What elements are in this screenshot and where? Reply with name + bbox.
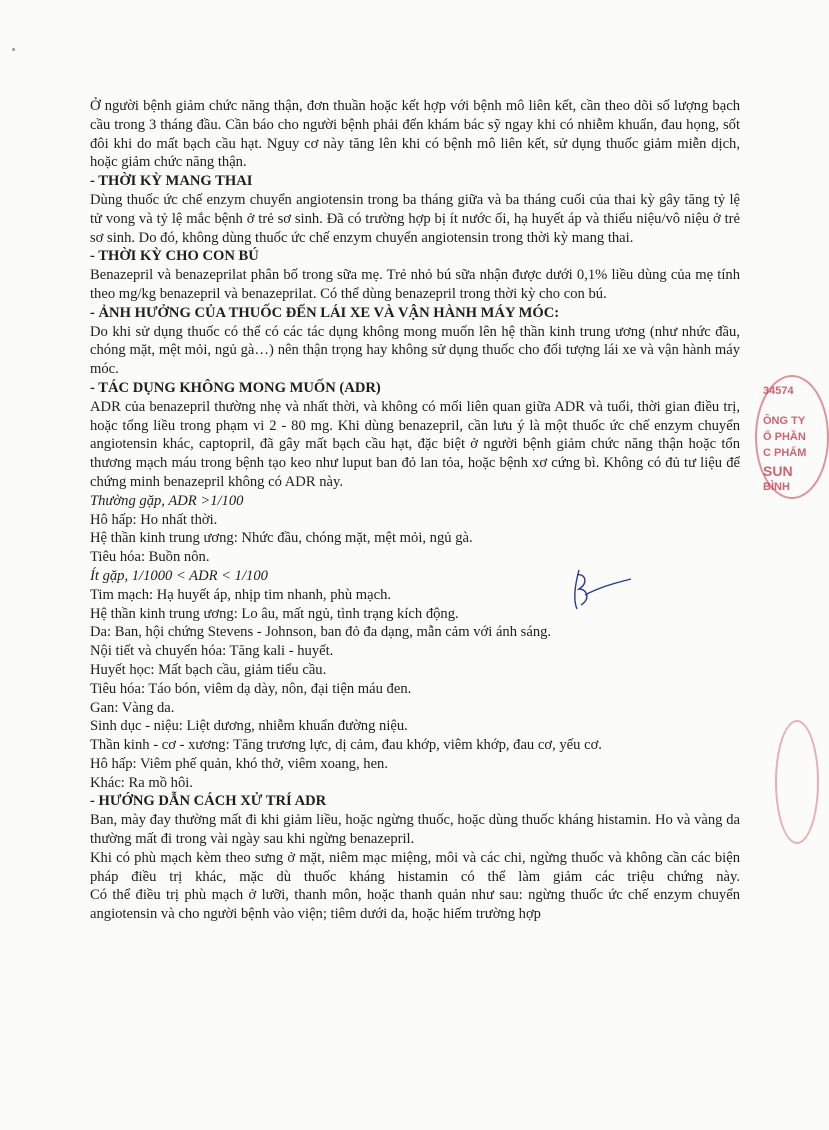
paragraph-driving: Do khi sử dụng thuốc có thể có các tác dụng không mong muốn lên hệ thần kinh trung ương (như nhức đầu, chóng mặt, mệt mỏi, ngủ gà…) nên thận trọng hay không sử dụng thuốc cho đối tượng lái xe và vận hành máy móc.	[90, 323, 740, 378]
stamp-text: Ổ PHẦN	[763, 431, 806, 443]
heading-breastfeeding: - THỜI KỲ CHO CON BÚ	[90, 248, 259, 265]
heading-driving: - ẢNH HƯỞNG CỦA THUỐC ĐẾN LÁI XE VÀ VẬN HÀNH MÁY MÓC:	[90, 304, 560, 321]
document-page	[90, 97, 740, 924]
list-item: Sinh dục - niệu: Liệt dương, nhiễm khuẩn đường niệu.	[90, 718, 408, 735]
list-item: Thần kinh - cơ - xương: Tăng trương lực, dị cảm, đau khớp, viêm khớp, đau cơ, yếu cơ.	[90, 737, 602, 754]
paragraph-renal: Ở người bệnh giảm chức năng thận, đơn thuần hoặc kết hợp với bệnh mô liên kết, cần theo dõi số lượng bạch cầu trong 3 tháng đầu. Cần báo cho người bệnh phải đến khám bác sỹ ngay khi có nhiễm khuẩn, đau họng, sốt đôi khi do mất bạch cầu hạt. Nguy cơ này tăng lên khi có bệnh mô liên kết, sử dụng thuốc giảm miễn dịch, hoặc giảm chức năng thận.	[90, 98, 740, 171]
list-item: Gan: Vàng da.	[90, 699, 175, 716]
company-stamp	[755, 375, 829, 499]
list-item: Hệ thần kinh trung ương: Nhức đầu, chóng mặt, mệt mỏi, ngủ gà.	[90, 530, 473, 547]
paragraph-pregnancy: Dùng thuốc ức chế enzym chuyển angiotensin trong ba tháng giữa và ba tháng cuối của thai kỳ gây tăng tỷ lệ tử vong và tỷ lệ mắc bệnh ở trẻ sơ sinh. Đã có trường hợp bị ít nước ối, hạ huyết áp và thiểu niệu/vô niệu ở trẻ sơ sinh. Do đó, không dùng thuốc ức chế enzym chuyển angiotensin trong thời kỳ mang thai.	[90, 191, 740, 246]
stamp-partial	[775, 720, 819, 844]
list-item: Hệ thần kinh trung ương: Lo âu, mất ngủ, tình trạng kích động.	[90, 605, 459, 622]
stamp-text: 34574	[763, 385, 794, 397]
common-adr-title: Thường gặp, ADR >1/100	[90, 492, 244, 509]
paragraph-management-1: Ban, mày đay thường mất đi khi giảm liều, hoặc ngừng thuốc, hoặc dùng thuốc kháng histamin. Ho và vàng da thường mất đi trong vài ngày sau khi ngừng benazepril.	[90, 812, 740, 848]
heading-management: - HƯỚNG DẪN CÁCH XỬ TRÍ ADR	[90, 793, 327, 810]
list-item: Da: Ban, hội chứng Stevens - Johnson, ban đỏ đa dạng, mẫn cảm với ánh sáng.	[90, 624, 552, 641]
list-item: Huyết học: Mất bạch cầu, giảm tiểu cầu.	[90, 661, 327, 678]
stamp-text: ÔNG TY	[763, 415, 806, 427]
scan-speck	[12, 48, 15, 51]
paragraph-management-2: Khi có phù mạch kèm theo sưng ở mặt, niêm mạc miệng, môi và các chi, ngừng thuốc và không cần các biện pháp điều trị khác, mặc dù thuốc kháng histamin có thể làm giảm các triệu chứng này.	[90, 849, 740, 885]
rare-adr-title: Ít gặp, 1/1000 < ADR < 1/100	[90, 567, 268, 584]
paragraph-breastfeeding: Benazepril và benazeprilat phân bố trong sữa mẹ. Trẻ nhỏ bú sữa nhận được dưới 0,1% liều dùng của mẹ tính theo mg/kg benazepril và benazeprilat. Có thể dùng benazepril trong thời kỳ cho con bú.	[90, 267, 740, 302]
list-item: Hô hấp: Ho nhất thời.	[90, 511, 218, 528]
stamp-text: C PHẨM	[763, 447, 807, 459]
list-item: Hô hấp: Viêm phế quản, khó thở, viêm xoang, hen.	[90, 755, 388, 772]
list-item: Tiêu hóa: Buồn nôn.	[90, 549, 210, 566]
stamp-text: SUN	[763, 463, 793, 479]
list-item: Nội tiết và chuyển hóa: Tăng kali - huyết.	[90, 643, 334, 660]
heading-pregnancy: - THỜI KỲ MANG THAI	[90, 173, 253, 190]
list-item: Khác: Ra mồ hôi.	[90, 774, 193, 791]
heading-adr: - TÁC DỤNG KHÔNG MONG MUỐN (ADR)	[90, 379, 381, 396]
signature-mark	[565, 565, 635, 620]
paragraph-management-3: Có thể điều trị phù mạch ở lưỡi, thanh môn, hoặc thanh quản như sau: ngừng thuốc ức chế enzym chuyển angiotensin và cho người bệnh vào viện; tiêm dưới da, hoặc hiếm trường hợp	[90, 887, 740, 923]
stamp-text: BÌNH	[763, 481, 790, 493]
list-item: Tiêu hóa: Táo bón, viêm dạ dày, nôn, đại tiện máu đen.	[90, 680, 412, 697]
list-item: Tim mạch: Hạ huyết áp, nhịp tim nhanh, phù mạch.	[90, 586, 392, 603]
paragraph-adr: ADR của benazepril thường nhẹ và nhất thời, và không có mối liên quan giữa ADR và tuổi, thời gian điều trị, hoặc tổng liều trong phạm vi 2 - 80 mg. Khi dùng benazepril, cần lưu ý là một thuốc ức chế enzym chuyển angiotensin khác, captopril, đã gây mất bạch cầu hạt, đặc biệt ở người bệnh giảm chức năng thận hoặc tổn thương mạch máu trong bệnh tạo keo như luput ban đỏ lan tỏa, hoặc bệnh xơ cứng bì. Không có đủ tư liệu để chứng minh benazepril không có ADR này.	[90, 398, 740, 490]
